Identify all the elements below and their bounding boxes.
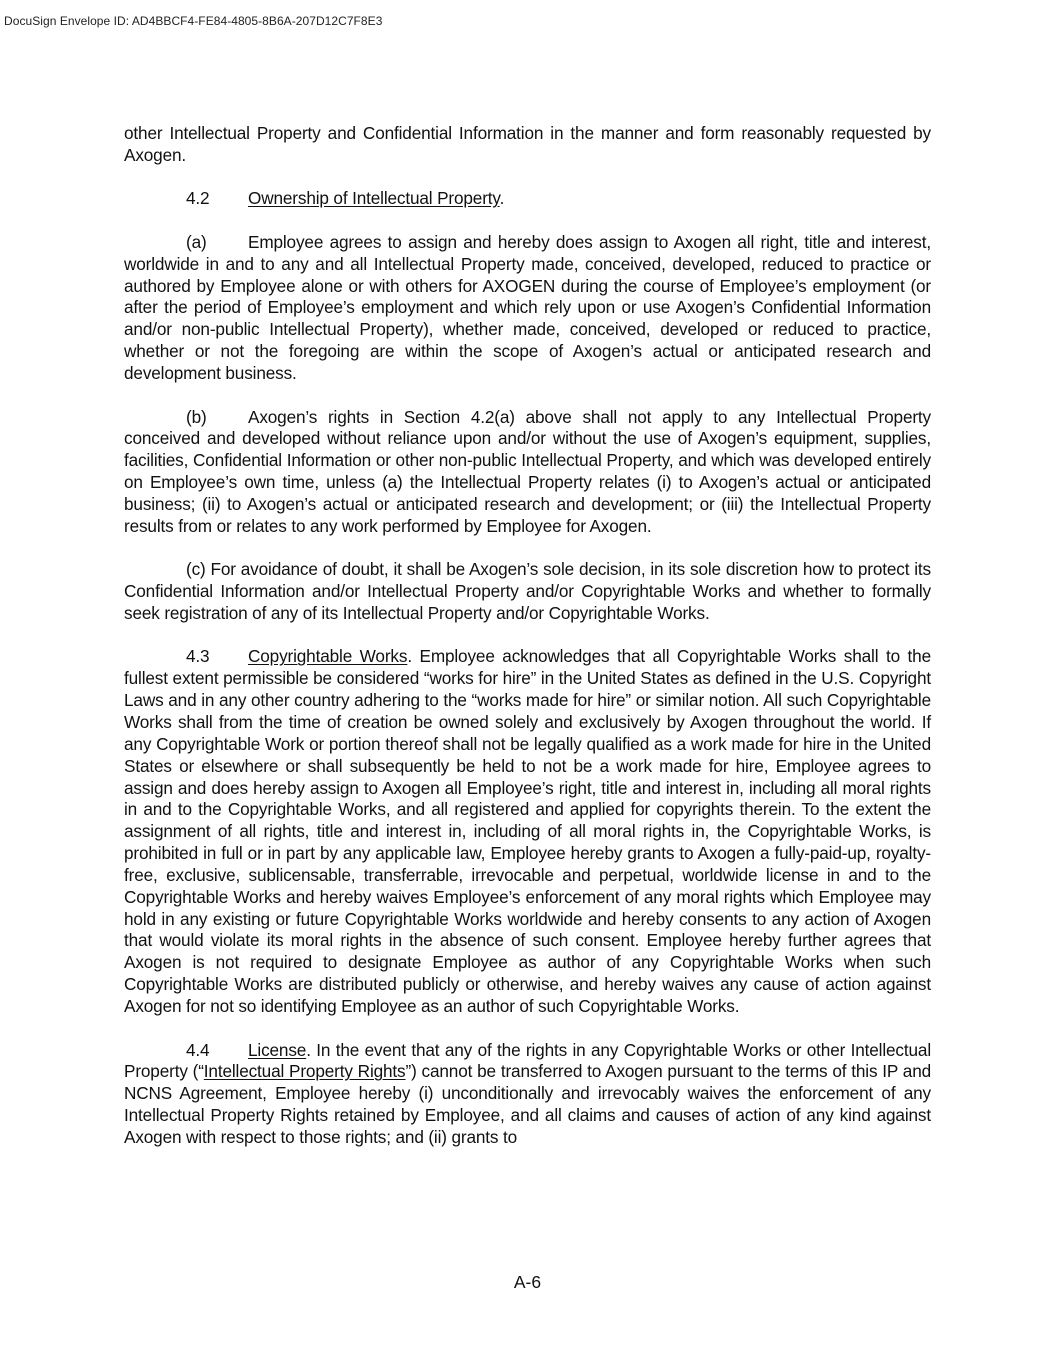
section-4-2-heading [124, 188, 931, 210]
document-body [124, 123, 931, 1170]
section-number: 4.3 [186, 646, 210, 667]
page-number: A-6 [513, 1272, 542, 1292]
defined-term: Intellectual Property Rights [203, 1061, 406, 1082]
clause-text: Employee agrees to assign and hereby does assign to Axogen all right, title and interest, worldwide in and to any and all Intellectual Property made, conceived, developed, reduced to practice or authored by Employee alone or with others for AXOGEN during the course of Employee’s employment (or after the period of Employee’s employment and which rely upon or use Axogen’s Confidential Information and/or non-public Intellectual Property), whether made, conceived, developed or reduced to practice, whether or not the foregoing are within the scope of Axogen’s actual or anticipated research and development business. [124, 231, 931, 383]
clause-label: (a) [186, 231, 207, 252]
section-text-before: . In the event that any of the rights in any Copyrightable Works or other Intellectual Property (“ [124, 1039, 931, 1082]
section-title-suffix: . [499, 188, 505, 209]
section-number: 4.4 [186, 1039, 210, 1060]
section-4-2-c-paragraph: (c) For avoidance of doubt, it shall be Axogen’s sole decision, in its sole discretion how to protect its Confidential Information and/or Intellectual Property and/or Copyrightable Works and whether to formally seek registration of any of its Intellectual Property and/or Copyrightable Works. [124, 559, 931, 623]
section-text: . Employee acknowledges that all Copyrightable Works shall to the fullest extent permissible be considered “works for hire” in the United States as defined in the U.S. Copyright Laws and in any other country adhering to the “works made for hire” or similar notion. All such Copyrightable Works shall from the time of creation be owned solely and exclusively by Axogen throughout the world. If any Copyrightable Work or portion thereof shall not be legally qualified as a work made for hire in the United States or elsewhere or shall subsequently be held to not be a work made for hire, Employee agrees to assign and does hereby assign to Axogen all Employee’s right, title and interest in, including all moral rights in and to the Copyrightable Works, and all registered and applied for copyrights therein. To the extent the assignment of all rights, title and interest in, including of all moral rights in, the Copyrightable Works, is prohibited in full or in part by any applicable law, Employee hereby grants to Axogen a fully-paid-up, royalty-free, exclusive, sublicensable, transferrable, irrevocable and perpetual, worldwide license in and to the Copyrightable Works and hereby waives Employee’s enforcement of any moral rights which Employee may hold in any existing or future Copyrightable Works worldwide and hereby consents to any action of Axogen that would violate its moral rights in the absence of such consent. Employee hereby further agrees that Axogen is not required to designate Employee as author of any Copyrightable Works when such Copyrightable Works are distributed publicly or otherwise, and hereby waives any cause of action against Axogen for not so identifying Employee as an author of such Copyrightable Works. [124, 646, 931, 1016]
section-title: License [248, 1039, 307, 1060]
clause-text: Axogen’s rights in Section 4.2(a) above shall not apply to any Intellectual Property conceived and developed without reliance upon and/or without the use of Axogen’s equipment, supplies, facilities, Confidential Information or other non-public Intellectual Property, and which was developed entirely on Employee’s own time, unless (a) the Intellectual Property relates (i) to Axogen’s actual or anticipated business; (ii) to Axogen’s actual or anticipated research and development; or (iii) the Intellectual Property results from or relates to any work performed by Employee for Axogen. [124, 406, 931, 536]
section-number: 4.2 [186, 188, 210, 209]
section-4-2-b-paragraph [124, 407, 931, 538]
docusign-envelope-id: DocuSign Envelope ID: AD4BBCF4-FE84-4805-8B6A-207D12C7F8E3 [4, 14, 383, 28]
continuation-paragraph: other Intellectual Property and Confidential Information in the manner and form reasonably requested by Axogen. [124, 123, 931, 165]
section-4-3-paragraph [124, 646, 931, 1017]
section-title: Ownership of Intellectual Property [248, 188, 500, 209]
clause-label: (b) [186, 406, 207, 427]
section-title: Copyrightable Works [248, 646, 408, 667]
section-text-after: ”) cannot be transferred to Axogen pursuant to the terms of this IP and NCNS Agreement, Employee hereby (i) unconditionally and irrevocably waives the enforcement of any Intellectual Property Rights retained by Employee, and all claims and causes of action of any kind against Axogen with respect to those rights; and (ii) grants to [124, 1061, 932, 1147]
section-4-2-a-paragraph [124, 232, 931, 385]
section-4-4-paragraph [124, 1040, 931, 1149]
